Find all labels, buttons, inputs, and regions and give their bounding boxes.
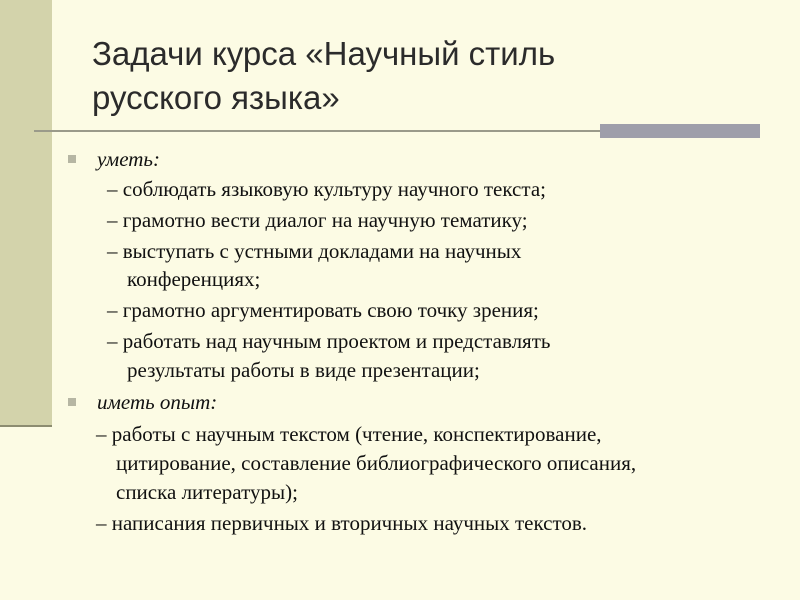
title-line-1: Задачи курса «Научный стиль bbox=[92, 35, 556, 72]
bullet-square-icon bbox=[68, 155, 76, 163]
list-item: – работы с научным текстом (чтение, конспектирование, bbox=[96, 422, 602, 446]
list-item: – грамотно аргументировать свою точку зрения; bbox=[107, 298, 539, 322]
list-item-continuation: цитирование, составление библиографического описания, bbox=[116, 451, 637, 475]
list-item-continuation: конференциях; bbox=[127, 267, 261, 291]
bullet-square-icon bbox=[68, 398, 76, 406]
list-item: – работать над научным проектом и представлять bbox=[107, 329, 551, 353]
list-item: – грамотно вести диалог на научную тематику; bbox=[107, 208, 528, 232]
list-item-continuation: результаты работы в виде презентации; bbox=[127, 358, 480, 382]
section-heading-imet-opyt: иметь опыт: bbox=[97, 390, 218, 414]
list-item: – выступать с устными докладами на научных bbox=[107, 239, 522, 263]
list-item: – соблюдать языковую культуру научного текста; bbox=[107, 177, 546, 201]
list-item-continuation: списка литературы); bbox=[116, 480, 298, 504]
title-line-2: русского языка» bbox=[92, 79, 340, 116]
list-item: – написания первичных и вторичных научных текстов. bbox=[96, 511, 588, 535]
section-heading-umet: уметь: bbox=[97, 147, 160, 171]
